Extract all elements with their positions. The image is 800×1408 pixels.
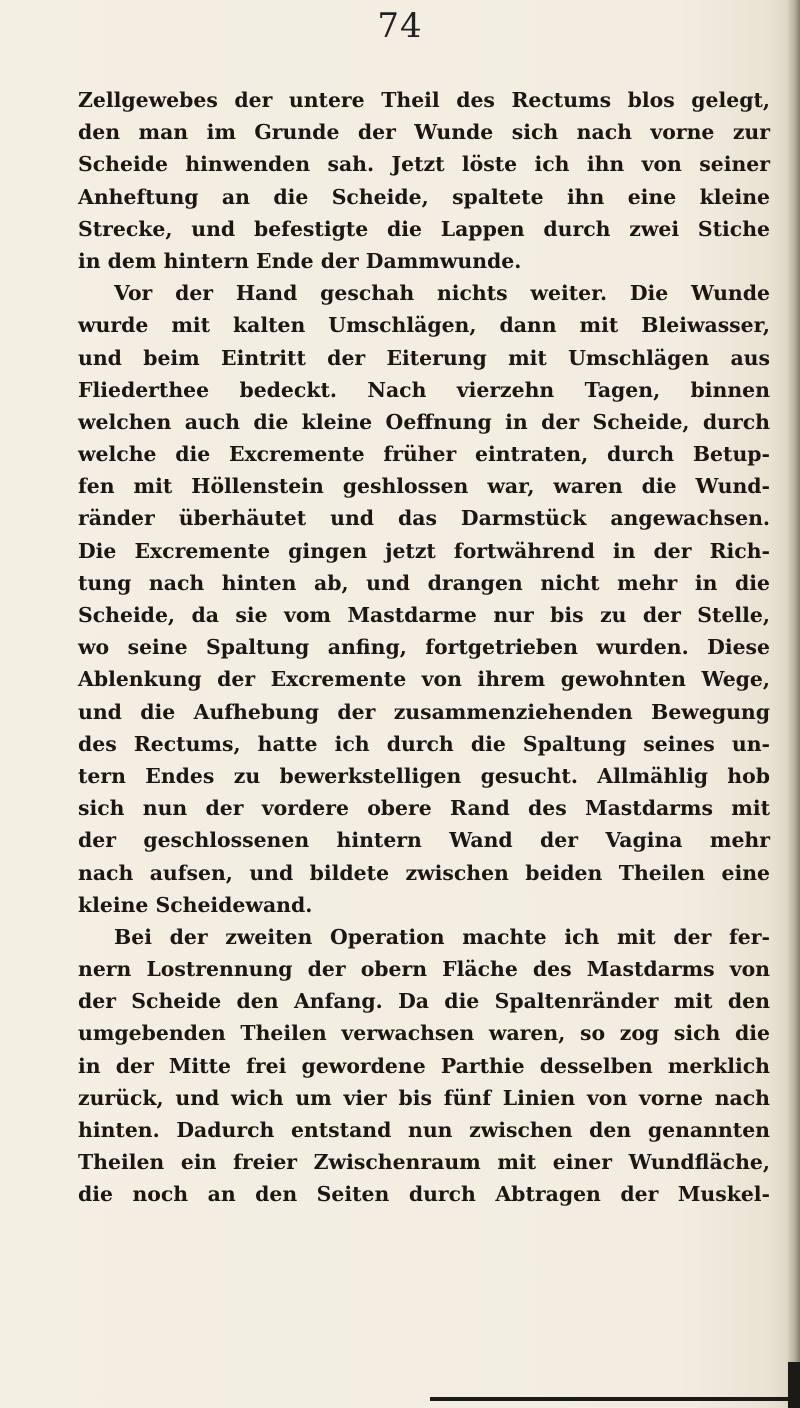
text-line: nach aufsen, und bildete zwischen beiden Theilen eine (78, 860, 770, 885)
text-line: in dem hintern Ende der Dammwunde. (78, 248, 522, 273)
text-line: hinten. Dadurch entstand nun zwischen den genannten (78, 1118, 770, 1142)
text-line: umgebenden Theilen verwachsen waren, so zog sich die (78, 1021, 770, 1046)
text-line: wurde mit kalten Umschlägen, dann mit Bleiwasser, (78, 313, 770, 338)
text-line: der Scheide den Anfang. Da die Spaltenränder mit den (78, 989, 770, 1014)
text-line: wo seine Spaltung anfing, fortgetrieben wurden. Diese (78, 635, 770, 660)
text-line: in der Mitte frei gewordene Parthie desselben merklich (78, 1053, 770, 1078)
text-line: Die Excremente gingen jetzt fortwährend in der Rich- (78, 538, 770, 563)
text-line: Anheftung an die Scheide, spaltete ihn eine kleine (78, 184, 770, 209)
text-line: zurück, und wich um vier bis fünf Linien von vorne nach (78, 1085, 770, 1110)
text-line: Bei der zweiten Operation machte ich mit der fer- (114, 924, 770, 949)
text-line: Fliederthee bedeckt. Nach vierzehn Tagen, binnen (78, 377, 770, 402)
text-line: Strecke, und befestigte die Lappen durch zwei Stiche (78, 216, 770, 241)
text-line: des Rectums, hatte ich durch die Spaltung seines un- (78, 731, 770, 756)
text-line: welchen auch die kleine Oeffnung in der Scheide, durch (78, 409, 770, 434)
text-line: Zellgewebes der untere Theil des Rectums blos gelegt, (78, 88, 770, 112)
scan-bottom-edge (430, 1397, 800, 1401)
scan-corner-edge (788, 1362, 800, 1408)
text-line: welche die Excremente früher eintraten, durch Betup- (78, 442, 770, 467)
body-text (78, 84, 770, 1211)
text-line: Ablenkung der Excremente von ihrem gewohnten Wege, (78, 667, 770, 692)
text-line: der geschlossenen hintern Wand der Vagina mehr (78, 828, 770, 853)
text-line: ränder überhäutet und das Darmstück angewachsen. (78, 506, 770, 531)
text-line: fen mit Höllenstein geshlossen war, waren die Wund- (78, 474, 770, 499)
text-line: tern Endes zu bewerkstelligen gesucht. Allmählig hob (78, 763, 770, 788)
page-edge-shadow (786, 0, 800, 1408)
text-line: Theilen ein freier Zwischenraum mit einer Wundfläche, (78, 1150, 770, 1175)
text-line: sich nun der vordere obere Rand des Mastdarms mit (78, 796, 770, 821)
text-line: nern Lostrennung der obern Fläche des Mastdarms von (78, 957, 770, 982)
text-line: kleine Scheidewand. (78, 892, 313, 917)
text-line: Vor der Hand geschah nichts weiter. Die Wunde (114, 281, 770, 306)
text-line: tung nach hinten ab, und drangen nicht mehr in die (78, 570, 770, 595)
text-line: die noch an den Seiten durch Abtragen der Muskel- (78, 1182, 770, 1207)
text-line: und die Aufhebung der zusammenziehenden Bewegung (78, 699, 770, 724)
text-line: den man im Grunde der Wunde sich nach vorne zur (78, 120, 770, 145)
text-line: Scheide hinwenden sah. Jetzt löste ich ihn von seiner (78, 152, 770, 177)
text-line: und beim Eintritt der Eiterung mit Umschlägen aus (78, 345, 770, 370)
text-line: Scheide, da sie vom Mastdarme nur bis zu der Stelle, (78, 603, 770, 627)
page-number: 74 (377, 6, 423, 46)
